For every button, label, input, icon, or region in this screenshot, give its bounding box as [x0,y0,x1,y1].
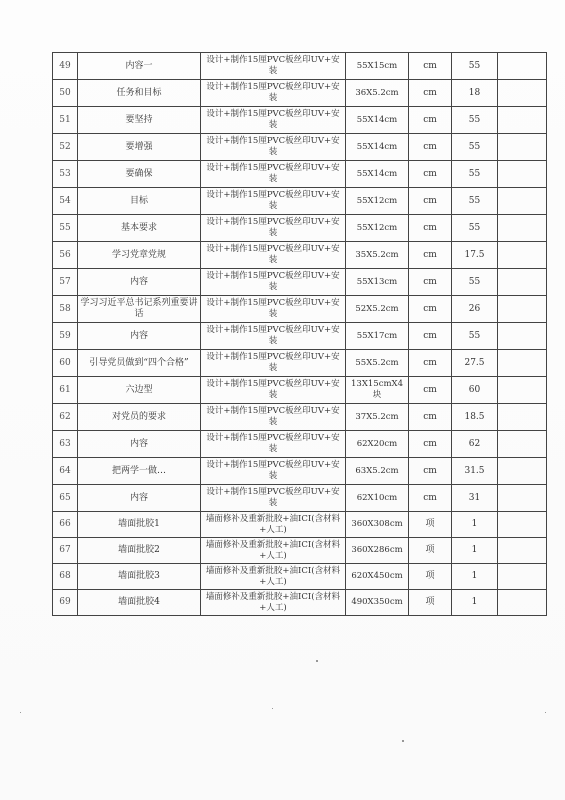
cell-size: 13X15cmX4块 [346,377,409,404]
cell-item-name: 基本要求 [78,215,201,242]
scan-speck [272,708,273,709]
cell-item-name: 把两学一做… [78,458,201,485]
cell-item-no: 51 [53,107,78,134]
cell-unit: cm [409,350,452,377]
cell-unit: cm [409,215,452,242]
cell-item-name: 要增强 [78,134,201,161]
table-body [53,53,547,616]
cell-unit: cm [409,107,452,134]
cell-blank [498,458,547,485]
cell-unit: cm [409,296,452,323]
cell-quantity: 26 [452,296,498,323]
cell-blank [498,134,547,161]
cell-description: 设计+制作15厘PVC板丝印UV+安装 [201,323,346,350]
cell-description: 设计+制作15厘PVC板丝印UV+安装 [201,377,346,404]
scan-speck [402,740,404,742]
cell-blank [498,431,547,458]
cell-item-no: 68 [53,564,78,590]
table-row [53,215,547,242]
cell-blank [498,107,547,134]
cell-size: 360X286cm [346,538,409,564]
cell-quantity: 55 [452,107,498,134]
cell-item-no: 59 [53,323,78,350]
cell-item-name: 内容 [78,431,201,458]
cell-quantity: 55 [452,161,498,188]
cell-unit: cm [409,161,452,188]
table-row [53,485,547,512]
cell-description: 设计+制作15厘PVC板丝印UV+安装 [201,80,346,107]
cell-item-no: 53 [53,161,78,188]
cell-quantity: 60 [452,377,498,404]
cell-size: 62X20cm [346,431,409,458]
cell-item-name: 墙面批胶3 [78,564,201,590]
cell-unit: 项 [409,538,452,564]
cell-item-no: 66 [53,512,78,538]
cell-item-no: 50 [53,80,78,107]
cell-description: 设计+制作15厘PVC板丝印UV+安装 [201,350,346,377]
cell-size: 55X14cm [346,107,409,134]
cell-quantity: 1 [452,564,498,590]
cell-item-no: 65 [53,485,78,512]
table-row [53,564,547,590]
cell-item-no: 64 [53,458,78,485]
cell-blank [498,80,547,107]
cell-item-name: 内容 [78,269,201,296]
scan-speck [316,660,318,662]
cell-item-name: 要坚持 [78,107,201,134]
cell-blank [498,161,547,188]
cell-quantity: 55 [452,53,498,80]
cell-unit: cm [409,269,452,296]
cell-unit: cm [409,431,452,458]
cell-item-no: 52 [53,134,78,161]
cell-blank [498,590,547,616]
cell-quantity: 18 [452,80,498,107]
cell-quantity: 62 [452,431,498,458]
cell-quantity: 31.5 [452,458,498,485]
cell-description: 设计+制作15厘PVC板丝印UV+安装 [201,53,346,80]
cell-unit: cm [409,188,452,215]
cell-size: 55X17cm [346,323,409,350]
cell-item-name: 对党员的要求 [78,404,201,431]
table-row [53,538,547,564]
scan-speck [545,712,546,713]
cell-size: 63X5.2cm [346,458,409,485]
cell-unit: 项 [409,564,452,590]
cell-item-no: 63 [53,431,78,458]
cell-item-name: 内容 [78,485,201,512]
table-row [53,269,547,296]
cell-blank [498,538,547,564]
cell-blank [498,53,547,80]
cell-description: 设计+制作15厘PVC板丝印UV+安装 [201,485,346,512]
cell-size: 37X5.2cm [346,404,409,431]
cell-unit: 项 [409,590,452,616]
cell-item-name: 墙面批胶2 [78,538,201,564]
cell-quantity: 17.5 [452,242,498,269]
cell-unit: cm [409,242,452,269]
cell-item-name: 引导党员做到“四个合格” [78,350,201,377]
cell-quantity: 18.5 [452,404,498,431]
cell-unit: 项 [409,512,452,538]
cell-unit: cm [409,323,452,350]
table-row [53,431,547,458]
cell-item-no: 62 [53,404,78,431]
cell-size: 62X10cm [346,485,409,512]
quote-table [52,52,547,616]
table-row [53,590,547,616]
cell-description: 设计+制作15厘PVC板丝印UV+安装 [201,404,346,431]
table-row [53,53,547,80]
cell-size: 55X13cm [346,269,409,296]
cell-size: 490X350cm [346,590,409,616]
cell-description: 设计+制作15厘PVC板丝印UV+安装 [201,431,346,458]
cell-blank [498,377,547,404]
cell-item-no: 60 [53,350,78,377]
scan-speck [20,712,21,713]
table-row [53,80,547,107]
cell-description: 设计+制作15厘PVC板丝印UV+安装 [201,458,346,485]
cell-size: 36X5.2cm [346,80,409,107]
cell-blank [498,350,547,377]
cell-item-no: 67 [53,538,78,564]
cell-description: 设计+制作15厘PVC板丝印UV+安装 [201,296,346,323]
cell-blank [498,215,547,242]
cell-unit: cm [409,377,452,404]
cell-quantity: 1 [452,590,498,616]
cell-blank [498,564,547,590]
cell-item-name: 学习习近平总书记系列重要讲话 [78,296,201,323]
cell-description: 墙面修补及重新批胶+油ICI(含材料+人工) [201,512,346,538]
table-row [53,161,547,188]
cell-blank [498,188,547,215]
cell-item-no: 61 [53,377,78,404]
cell-quantity: 55 [452,323,498,350]
table-row [53,512,547,538]
cell-quantity: 55 [452,188,498,215]
cell-item-no: 49 [53,53,78,80]
cell-item-name: 内容 [78,323,201,350]
cell-unit: cm [409,53,452,80]
cell-quantity: 27.5 [452,350,498,377]
table-row [53,458,547,485]
cell-description: 墙面修补及重新批胶+油ICI(含材料+人工) [201,538,346,564]
cell-blank [498,242,547,269]
cell-size: 55X12cm [346,215,409,242]
cell-quantity: 1 [452,512,498,538]
cell-item-no: 57 [53,269,78,296]
cell-size: 55X14cm [346,134,409,161]
cell-item-name: 墙面批胶4 [78,590,201,616]
cell-unit: cm [409,458,452,485]
table-row [53,404,547,431]
cell-description: 设计+制作15厘PVC板丝印UV+安装 [201,134,346,161]
cell-description: 设计+制作15厘PVC板丝印UV+安装 [201,188,346,215]
cell-blank [498,296,547,323]
cell-item-name: 墙面批胶1 [78,512,201,538]
cell-description: 墙面修补及重新批胶+油ICI(含材料+人工) [201,590,346,616]
table-row [53,323,547,350]
cell-description: 设计+制作15厘PVC板丝印UV+安装 [201,242,346,269]
cell-size: 620X450cm [346,564,409,590]
cell-item-no: 69 [53,590,78,616]
cell-description: 设计+制作15厘PVC板丝印UV+安装 [201,107,346,134]
cell-item-name: 目标 [78,188,201,215]
cell-size: 52X5.2cm [346,296,409,323]
cell-item-no: 55 [53,215,78,242]
table-row [53,107,547,134]
cell-blank [498,485,547,512]
cell-blank [498,323,547,350]
table-row [53,188,547,215]
cell-size: 35X5.2cm [346,242,409,269]
cell-description: 设计+制作15厘PVC板丝印UV+安装 [201,269,346,296]
cell-item-name: 任务和目标 [78,80,201,107]
table-row [53,242,547,269]
cell-item-no: 58 [53,296,78,323]
cell-item-name: 学习党章党规 [78,242,201,269]
cell-unit: cm [409,134,452,161]
cell-blank [498,512,547,538]
cell-quantity: 31 [452,485,498,512]
cell-item-no: 54 [53,188,78,215]
cell-size: 55X15cm [346,53,409,80]
cell-blank [498,269,547,296]
cell-size: 55X12cm [346,188,409,215]
table-row [53,296,547,323]
cell-size: 360X308cm [346,512,409,538]
cell-quantity: 55 [452,269,498,296]
cell-description: 墙面修补及重新批胶+油ICI(含材料+人工) [201,564,346,590]
cell-unit: cm [409,485,452,512]
cell-item-name: 六边型 [78,377,201,404]
cell-description: 设计+制作15厘PVC板丝印UV+安装 [201,161,346,188]
cell-quantity: 55 [452,134,498,161]
cell-quantity: 1 [452,538,498,564]
cell-size: 55X14cm [346,161,409,188]
cell-blank [498,404,547,431]
cell-unit: cm [409,80,452,107]
table-row [53,134,547,161]
cell-description: 设计+制作15厘PVC板丝印UV+安装 [201,215,346,242]
cell-item-name: 要确保 [78,161,201,188]
cell-size: 55X5.2cm [346,350,409,377]
cell-quantity: 55 [452,215,498,242]
table-row [53,350,547,377]
cell-unit: cm [409,404,452,431]
cell-item-name: 内容一 [78,53,201,80]
table-row [53,377,547,404]
cell-item-no: 56 [53,242,78,269]
